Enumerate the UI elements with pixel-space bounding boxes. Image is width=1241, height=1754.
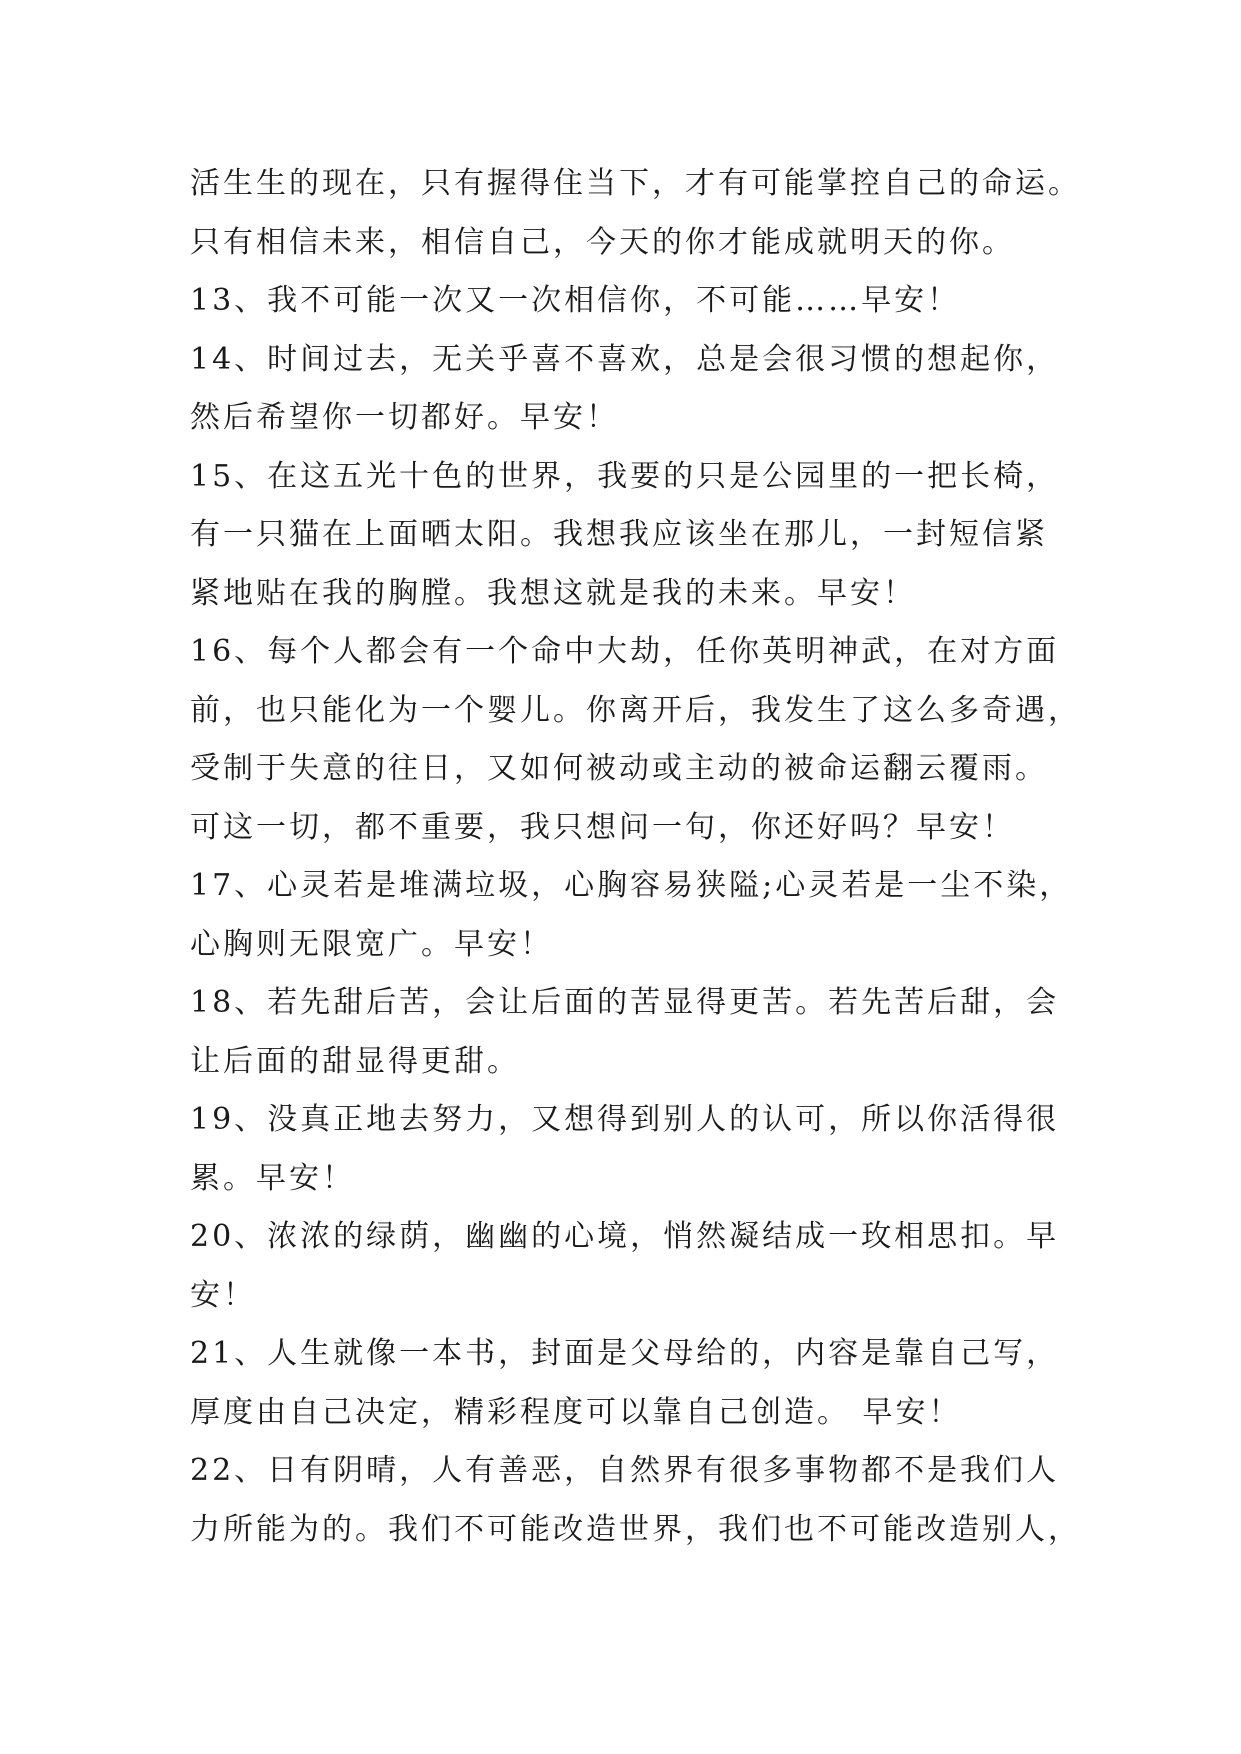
text-line: 19、没真正地去努力，又想得到别人的认可，所以你活得很 bbox=[190, 1102, 1060, 1137]
text-line: 前，也只能化为一个婴儿。你离开后，我发生了这么多奇遇， bbox=[190, 692, 1081, 728]
text-line: 然后希望你一切都好。早安！ bbox=[190, 400, 619, 435]
text-line: 有一只猫在上面晒太阳。我想我应该坐在那儿，一封短信紧 bbox=[190, 517, 1048, 552]
text-line: 17、心灵若是堆满垃圾，心胸容易狭隘;心灵若是一尘不染， bbox=[190, 868, 1073, 903]
text-line: 14、时间过去，无关乎喜不喜欢，总是会很习惯的想起你， bbox=[190, 341, 1060, 377]
text-line: 可这一切，都不重要，我只想问一句，你还好吗？早安！ bbox=[190, 809, 1015, 845]
text-line: 安！ bbox=[190, 1277, 256, 1313]
text-line: 20、浓浓的绿荫，幽幽的心境，悄然凝结成一玫相思扣。早 bbox=[190, 1219, 1060, 1254]
text-line: 18、若先甜后苦，会让后面的苦显得更苦。若先苦后甜，会 bbox=[190, 985, 1060, 1020]
text-line: 只有相信未来，相信自己，今天的你才能成就明天的你。 bbox=[190, 224, 1015, 260]
text-line: 累。早安！ bbox=[190, 1160, 355, 1196]
text-line: 13、我不可能一次又一次相信你，不可能……早安！ bbox=[190, 283, 961, 318]
text-line: 15、在这五光十色的世界，我要的只是公园里的一把长椅， bbox=[190, 458, 1060, 494]
document-body bbox=[190, 155, 1081, 1559]
text-line: 心胸则无限宽广。早安！ bbox=[190, 926, 553, 962]
text-line: 厚度由自己决定，精彩程度可以靠自己创造。 早安！ bbox=[190, 1394, 962, 1430]
text-line: 活生生的现在，只有握得住当下，才有可能掌控自己的命运。 bbox=[190, 166, 1081, 201]
text-line: 让后面的甜显得更甜。 bbox=[190, 1043, 520, 1079]
text-line: 22、日有阴晴，人有善恶，自然界有很多事物都不是我们人 bbox=[190, 1453, 1060, 1488]
text-line: 21、人生就像一本书，封面是父母给的，内容是靠自己写， bbox=[190, 1336, 1060, 1371]
text-line: 紧地贴在我的胸膛。我想这就是我的未来。早安！ bbox=[190, 575, 916, 611]
text-line: 受制于失意的往日，又如何被动或主动的被命运翻云覆雨。 bbox=[190, 751, 1048, 786]
text-line: 16、每个人都会有一个命中大劫，任你英明神武，在对方面 bbox=[190, 634, 1060, 669]
text-line: 力所能为的。我们不可能改造世界，我们也不可能改造别人， bbox=[190, 1511, 1081, 1547]
